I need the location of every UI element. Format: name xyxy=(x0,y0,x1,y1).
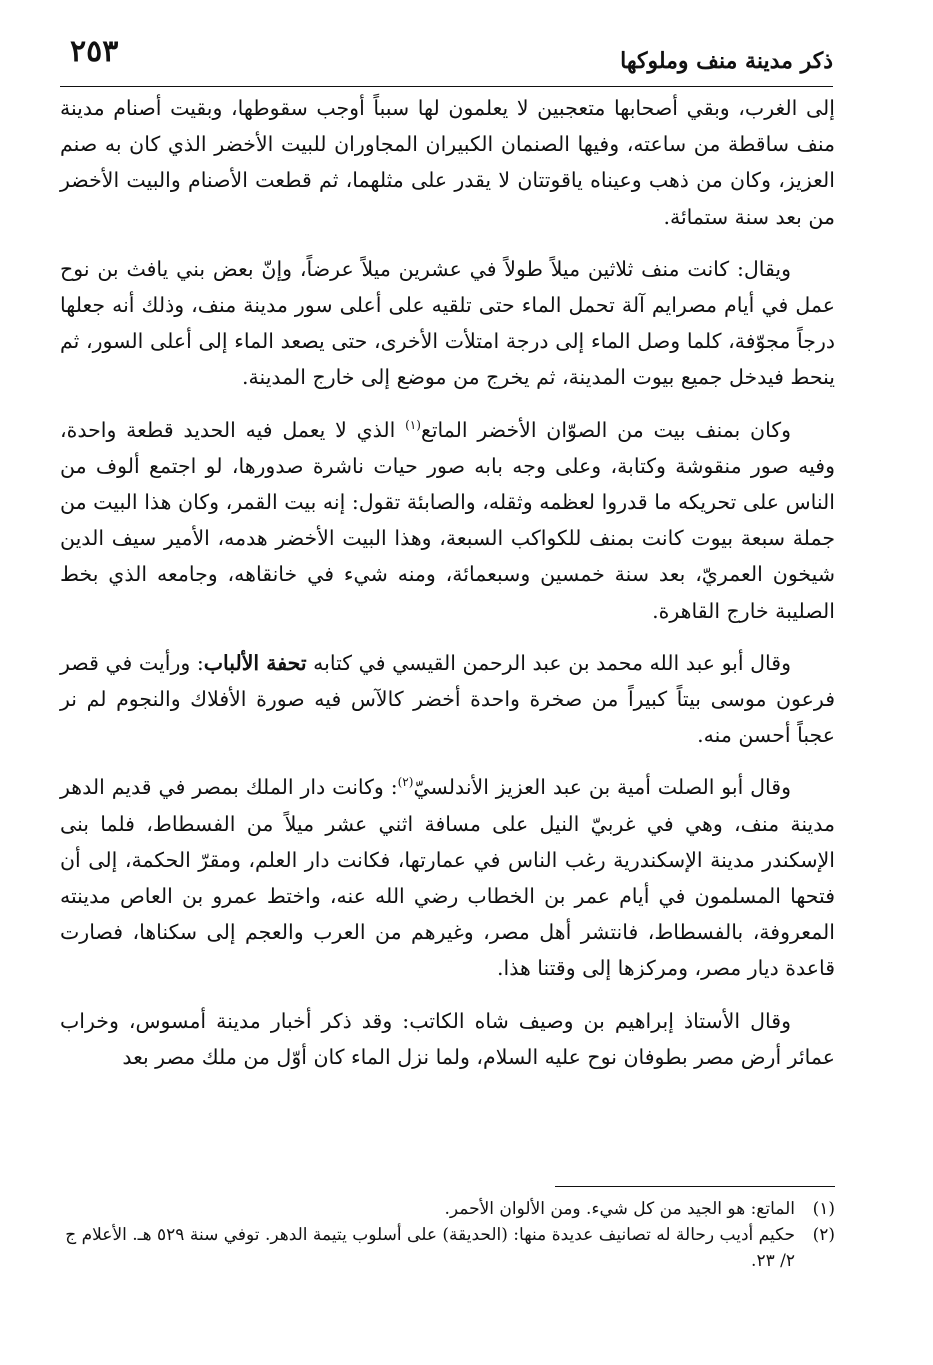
paragraph-text: إلى الغرب، وبقي أصحابها متعجبين لا يعلمون لها سبباً أوجب سقوطها، وبقيت أصنام مدينة منف ساقطة من ساعته، وفيها الصنمان الكبيران المجاوران للبيت الأخضر الذي كان به صنم العزيز، وكان من ذهب وعيناه ياقوتتان لا يقدر على مثلهما، ثم قطعت الأصنام والبيت الأخضر من بعد سنة ستمائة. xyxy=(60,96,835,229)
paragraph-text: ويقال: كانت منف ثلاثين ميلاً طولاً في عشرين ميلاً عرضاً، وإنّ بعض بني يافث بن نوح عمل في أيام مصرايم آلة تحمل الماء حتى تلقيه على أعلى سور مدينة منف، وذلك أنه جعلها درجاً مجوّفة، كلما وصل الماء إلى درجة امتلأت الأخرى، حتى يصعد الماء إلى أعلى السور، ثم ينحط فيدخل جميع بيوت المدينة، ثم يخرج من موضع إلى خارج المدينة. xyxy=(60,256,835,390)
paragraph-text: : ورأيت في قصر فرعون موسى بيتاً كبيراً من صخرة واحدة أخضر كالآس فيه صورة الأفلاك والنجوم لم نر عجباً أحسن منه. xyxy=(60,650,835,748)
page-header xyxy=(60,30,833,80)
book-title: تحفة الألباب xyxy=(203,650,307,675)
footnote-text: حكيم أديب رحالة له تصانيف عديدة منها: (الحديقة) على أسلوب يتيمة الدهر. توفي سنة ٥٢٩ هـ. الأعلام ج ٢/ ٢٣. xyxy=(65,1225,795,1271)
paragraph-6 xyxy=(60,1003,835,1075)
footnote-text: الماتع: هو الجيد من كل شيء. ومن الألوان الأحمر. xyxy=(444,1199,795,1219)
paragraph-text: الذي لا يعمل فيه الحديد قطعة واحدة، وفيه صور منقوشة وكتابة، وعلى وجه بابه صور حيات ناشرة صدورها، لو اجتمع ألوف من الناس على تحريكه ما قدروا لعظمه وثقله، والصابئة تقول: إنه بيت القمر، وكان هذا البيت من جملة سبعة بيوت كانت بمنف للكواكب السبعة، وهذا البيت الأخضر هدمه، الأمير سيف الدين شيخون العمريّ، بعد سنة خمسين وسبعمائة، ومنه شيء في خانقاهه، وجامعه الذي بخط الصليبة خارج القاهرة. xyxy=(60,417,835,623)
paragraph-4 xyxy=(60,645,835,754)
page-number: ٢٥٣ xyxy=(70,34,119,69)
paragraph-text: وقال أبو عبد الله محمد بن عبد الرحمن القيسي في كتابه xyxy=(306,650,791,675)
paragraph-1 xyxy=(60,90,835,235)
header-rule xyxy=(60,86,833,87)
paragraph-5 xyxy=(60,769,835,986)
footnote-1 xyxy=(60,1196,835,1222)
footnote-marker: (٢) xyxy=(812,1225,835,1245)
paragraph-text: وقال أبو الصلت أمية بن عبد العزيز الأندلسيّ xyxy=(413,775,791,800)
footnote-marker: (١) xyxy=(812,1199,835,1219)
footnote-rule xyxy=(555,1186,835,1187)
paragraph-text: وكان بمنف بيت من الصوّان الأخضر الماتع xyxy=(420,417,791,442)
footnote-ref-2[interactable]: (٢) xyxy=(397,775,414,790)
footnote-2 xyxy=(60,1222,835,1274)
paragraph-text: وقال الأستاذ إبراهيم بن وصيف شاه الكاتب: وقد ذكر أخبار مدينة أمسوس، وخراب عمائر أرض مصر بطوفان نوح عليه السلام، ولما نزل الماء كان أوّل من ملك مصر بعد xyxy=(60,1008,835,1069)
footnotes xyxy=(60,1196,835,1274)
main-text xyxy=(60,90,835,1091)
running-title: ذكر مدينة منف وملوكها xyxy=(620,48,833,74)
paragraph-2 xyxy=(60,251,835,396)
footnote-ref-1[interactable]: (١) xyxy=(405,417,421,432)
paragraph-3 xyxy=(60,412,835,629)
paragraph-text: : وكانت دار الملك بمصر في قديم الدهر مدينة منف، وهي في غربيّ النيل على مسافة اثني عشر ميلاً من الفسطاط، فلما بنى الإسكندر مدينة الإسكندرية رغب الناس في عمارتها، فكانت دار العلم، ومقرّ الحكمة، إلى أن فتحها المسلمون في أيام عمر بن الخطاب رضي الله عنه، واختط عمرو بن العاص مدينته المعروفة، بالفسطاط، فانتشر أهل مصر، وغيرهم من العرب والعجم إلى سكناها، فصارت قاعدة ديار مصر، ومركزها إلى وقتنا هذا. xyxy=(60,775,835,981)
